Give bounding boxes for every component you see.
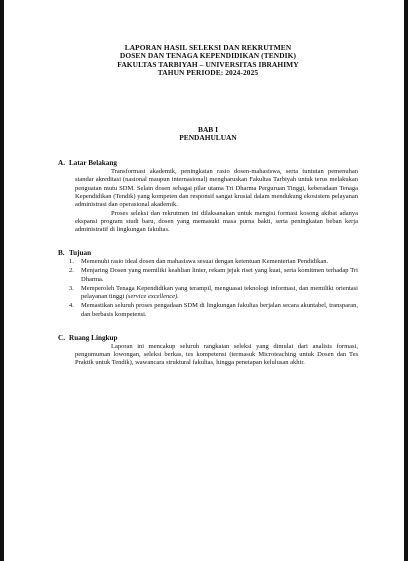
document-page (58, 44, 358, 368)
goals-list (58, 258, 358, 319)
viewer-right-edge (404, 0, 408, 561)
chapter-number: BAB I (198, 124, 218, 134)
section-heading (58, 249, 358, 258)
section-title: Latar Belakang (69, 159, 117, 168)
section-latar-belakang (58, 159, 358, 234)
section-letter: A. (58, 159, 65, 168)
paragraph: Transformasi akademik, peningkatan rasio dosen-mahasiswa, serta tuntutan pemenuhan standar akreditasi (nasional maupun internasional) mengharuskan Fakultas Tarbiyah untuk terus melakukan penguatan mutu SDM. Selain dosen sebagai pilar utama Tri Dharma Perguruan Tinggi, keberadaan Tenaga Kependidikan (Tendik) yang kompeten dan responsif sangat krusial dalam mendukung ekosistem pelayanan administrasi dan operasional akademik. (75, 168, 358, 209)
list-item (69, 267, 358, 284)
list-item (69, 285, 358, 302)
section-ruang-lingkup (58, 334, 358, 367)
list-text: Memenuhi rasio ideal dosen dan mahasiswa sesuai dengan ketentuan Kementerian Pendidikan. (81, 258, 329, 265)
section-heading (58, 334, 358, 343)
section-title: Ruang Lingkup (69, 334, 118, 343)
list-text: Menjaring Dosen yang memiliki keahlian linier, rekam jejak riset yang kuat, serta komitmen terhadap Tri Dharma. (81, 267, 358, 283)
list-number: 4. (69, 302, 74, 310)
section-letter: C. (58, 334, 65, 343)
report-title-line-3: FAKULTAS TARBIYAH – UNIVERSITAS IBRAHIMY (117, 59, 299, 69)
report-title (58, 44, 358, 78)
list-item (69, 258, 358, 266)
paragraph: Laporan ini mencakup seluruh rangkaian seleksi yang dimulai dari analisis formasi, pengumuman lowongan, seleksi berkas, tes kompetensi (termasuk Microteaching untuk Dosen dan Tes Praktik untuk Tendik), wawancara struktural fakultas, hingga penetapan kelulusan akhir. (75, 342, 358, 367)
list-number: 2. (69, 267, 74, 275)
chapter-heading (58, 126, 358, 143)
section-heading (58, 159, 358, 168)
chapter-title: PENDAHULUAN (179, 133, 237, 143)
viewer-left-edge (0, 0, 4, 561)
list-number: 1. (69, 258, 74, 265)
list-text: Memastikan seluruh proses pengadaan SDM di lingkungan fakultas berjalan secara akuntabel, transparan, dan berbasis kompetensi. (81, 302, 358, 318)
report-title-line-4: TAHUN PERIODE: 2024-2025 (157, 68, 259, 78)
section-letter: B. (58, 249, 65, 258)
section-tujuan (58, 249, 358, 319)
list-text-italic: (service excellence). (125, 293, 179, 301)
list-number: 3. (69, 284, 74, 292)
paragraph: Proses seleksi dan rekrutmen ini dilaksanakan untuk mengisi formasi kosong akibat adanya ekspansi program studi baru, dosen yang memasuki masa purna bakti, serta peningkatan beban kerja administratif di lingkungan fakultas. (75, 209, 358, 234)
report-title-line-2: DOSEN DAN TENAGA KEPENDIDIKAN (TENDIK) (119, 51, 297, 61)
report-title-line-1: LAPORAN HASIL SELEKSI DAN REKRUTMEN (124, 43, 292, 52)
list-text: Memperoleh Tenaga Kependidikan yang terampil, menguasai teknologi informasi, dan memiliki orientasi pelayanan tinggi (81, 284, 358, 301)
list-item (69, 302, 358, 319)
list-text-wrap (81, 285, 358, 302)
section-title: Tujuan (69, 249, 92, 258)
